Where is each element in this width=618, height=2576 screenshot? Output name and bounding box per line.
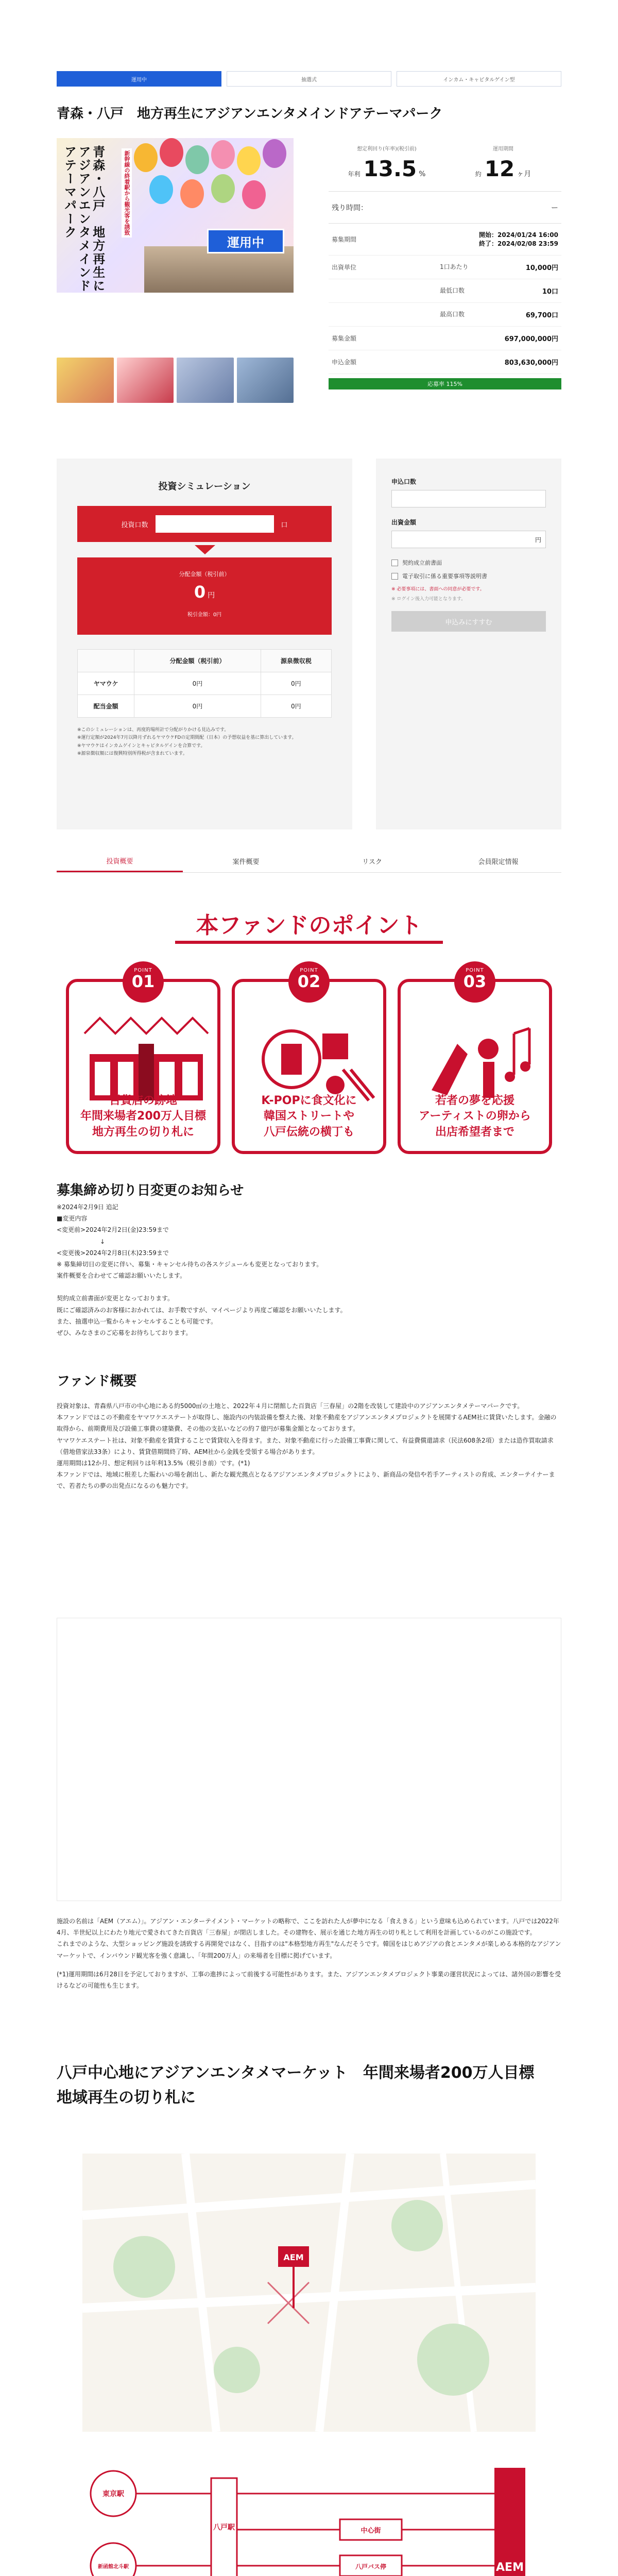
route-origin-hakodate: 新函館北斗駅 xyxy=(98,2564,129,2570)
yield-prefix: 年利 xyxy=(348,171,360,178)
thumbnail[interactable] xyxy=(237,358,294,403)
unit-value: 10,000円 xyxy=(525,264,558,272)
food-culture-icon xyxy=(245,1013,379,1106)
lantern-decoration xyxy=(211,174,235,203)
thumbnail-strip xyxy=(57,358,294,403)
tab-overview[interactable]: 投資概要 xyxy=(57,850,183,872)
min-value: 10口 xyxy=(542,288,558,296)
applied-value: 803,630,000円 xyxy=(504,359,558,367)
point-prefix: POINT xyxy=(134,968,152,973)
overview-paragraph: 投資対象は、青森県八戸市の中心地にある約5000㎡の土地と、2022年４月に閉館した百貨店「三春屋」の2階を改装して建設中のアジアンエンタメテーマパークです。 xyxy=(57,1402,524,1410)
department-store-icon xyxy=(79,1013,213,1106)
tab-risk[interactable]: リスク xyxy=(362,858,382,866)
note-line: ※源泉徴収額には復興特別所得税が含まれています。 xyxy=(77,751,187,756)
term-label: 運用期間 xyxy=(493,146,513,152)
table-cell: ヤマウケ xyxy=(78,672,134,695)
simulation-notes xyxy=(77,726,332,758)
overview-body xyxy=(57,1400,561,1492)
hero-vertical-title: 青森・八戸 地方再生にアジアンエンタメインドアテーマパーク xyxy=(62,145,105,293)
table-cell: 0円 xyxy=(134,672,261,695)
max-value: 69,700口 xyxy=(525,312,558,319)
explanation-checkbox[interactable] xyxy=(391,573,398,580)
thumbnail[interactable] xyxy=(117,358,174,403)
term-prefix: 約 xyxy=(475,171,482,178)
apply-count-label: 申込口数 xyxy=(391,478,417,485)
table-cell: 0円 xyxy=(134,695,261,718)
video-embed[interactable] xyxy=(57,1618,561,1901)
point-card-2 xyxy=(232,968,386,1154)
note-line: ※ヤマウケはインカムゲインとキャピタルゲインを合算です。 xyxy=(77,743,205,749)
thumbnail[interactable] xyxy=(177,358,234,403)
table-header: 源泉徴収税 xyxy=(261,650,331,672)
notice-date: ※2024年2月9日 追記 xyxy=(57,1204,118,1211)
target-row xyxy=(329,327,561,350)
term-unit: ヶ月 xyxy=(517,170,531,178)
explanation-checkbox-row[interactable] xyxy=(391,572,546,580)
simulation-table xyxy=(77,649,332,718)
notice-line: ※ 募集締切日の変更に伴い、募集・キャンセル待ちの各スケジュールも変更となっております。 xyxy=(57,1260,323,1268)
status-tab-income[interactable]: インカム・キャピタルゲイン型 xyxy=(397,71,561,87)
remaining-time xyxy=(329,192,561,224)
result-unit: 円 xyxy=(208,591,215,600)
target-value: 697,000,000円 xyxy=(504,335,558,343)
fund-stats xyxy=(329,138,561,389)
notice-line: ぜひ、みなさまのご応募をお待ちしております。 xyxy=(57,1329,192,1336)
note-line: ※運行定額が2024年7月以降月ずれるヤマウケFDの定期間配（日本）の予想収益を基に算出しています。 xyxy=(77,735,297,741)
status-tab-running[interactable]: 運用中 xyxy=(57,71,221,87)
point-number: 03 xyxy=(463,972,487,991)
unit-row xyxy=(329,256,561,279)
after-tax-value: 0円 xyxy=(213,612,222,618)
min-row xyxy=(329,279,561,303)
min-label: 最低口数 xyxy=(440,287,465,294)
term-value: 12 xyxy=(484,156,515,181)
point-number: 02 xyxy=(297,972,321,991)
explanation-checkbox-label: 電子取引に係る重要事項等説明書 xyxy=(402,573,487,580)
table-row xyxy=(78,695,332,718)
contract-checkbox-row[interactable] xyxy=(391,558,546,567)
investment-simulation xyxy=(57,459,352,829)
point-text: 若者の夢を応援 アーティストの卵から 出店希望者まで xyxy=(419,1094,531,1139)
running-badge: 運用中 xyxy=(207,229,284,253)
section-tabs xyxy=(57,850,561,873)
body-paragraph: これまでのような、大型ショッピング施設を誘致する再開発ではなく、目指すのは"本格型地方再生"なんだそうです。韓国をはじめアジアの食とエンタメが楽しめる本格的なアジアンマーケットで、インバウンド観光客を強く意識し、「年間200万人」の来場者を目標に掲げています。 xyxy=(57,1940,561,1959)
agreement-note: ※ 必要事項には、書面への同意が必要です。 xyxy=(391,587,485,592)
point-card-1 xyxy=(66,968,220,1154)
status-tabs xyxy=(57,71,561,87)
point-text: 百貨店の跡地 年間来場者200万人目標 地方再生の切り札に xyxy=(80,1094,206,1139)
progress-text: 応募率 115% xyxy=(427,381,462,387)
lantern-decoration xyxy=(211,140,235,169)
simulation-input-unit: 口 xyxy=(281,521,288,529)
apply-count-input[interactable] xyxy=(391,490,546,507)
result-label: 分配金額（税引前） xyxy=(179,571,230,578)
simulation-result: 分配金額（税引前） 0 円 税引金額：0円 xyxy=(77,557,332,635)
remaining-value: ー xyxy=(551,204,558,212)
page-title: 青森・八戸 地方再生にアジアンエンタメインドアテーマパーク xyxy=(57,106,443,122)
route-destination: AEM xyxy=(496,2561,524,2574)
notice-line: <変更前>2024年2月2日(金)23:59まで xyxy=(57,1226,169,1234)
period-end: 終了：2024/02/08 23:59 xyxy=(479,240,558,247)
hero-image xyxy=(57,138,294,293)
apply-amount-label: 出資金額 xyxy=(391,519,417,526)
note-line: ※このシミュレーションは、再度的場所計で分配がりかける見込みです。 xyxy=(77,727,229,733)
investment-units-input[interactable] xyxy=(156,515,274,533)
route-diagram xyxy=(82,2458,536,2576)
route-origin-tokyo: 東京駅 xyxy=(102,2490,124,2498)
point-prefix: POINT xyxy=(300,968,318,973)
contract-checkbox[interactable] xyxy=(391,560,398,566)
target-label: 募集金額 xyxy=(332,335,357,342)
tab-project[interactable]: 案件概要 xyxy=(232,858,260,866)
point-badge xyxy=(288,961,330,1003)
unit-label: 出資単位 xyxy=(332,264,357,271)
route-node: 中心街 xyxy=(360,2527,381,2535)
applied-row xyxy=(329,350,561,374)
apply-panel xyxy=(376,459,561,829)
yield-label: 想定利回り(年率)(税引前) xyxy=(357,146,417,152)
table-row xyxy=(78,672,332,695)
notice-line: また、抽選申込一覧からキャンセルすることも可能です。 xyxy=(57,1317,217,1325)
table-cell: 0円 xyxy=(261,695,331,718)
period-start: 開始：2024/01/24 16:00 xyxy=(479,231,558,239)
point-badge xyxy=(454,961,495,1003)
apply-button[interactable]: 申込みにすすむ xyxy=(391,611,546,632)
overview-paragraph: 本ファンドではこの不動産をヤマワケエステートが取得し、施設内の内装設備を整えた後、対象不動産をアジアンエンタメプロジェクトを展開するAEM社に賃貸いたします。金融の取得から、前期費用及び設備工事費の建築費、その他の支払いなどの約７億円が募集金額となっております。 xyxy=(57,1414,557,1433)
point-badge xyxy=(123,961,164,1003)
lantern-decoration xyxy=(263,139,286,168)
after-video-body xyxy=(57,1916,561,1991)
table-cell: 0円 xyxy=(261,672,331,695)
overview-paragraph: 本ファンドでは、地域に根差した賑わいの場を創出し、新たな観光拠点となるアジアンエンタメプロジェクトにより、新商品の発信や若手アーティストの育成、エンターテイナーまで、若者たちの夢の出発点になるのも魅力です。 xyxy=(57,1471,555,1490)
tab-members[interactable]: 会員限定情報 xyxy=(478,858,519,866)
lantern-decoration xyxy=(180,179,204,208)
after-tax-label: 税引金額 xyxy=(187,612,208,618)
hero-vertical-sub: 新幹線の終着駅から観光客を誘致 xyxy=(122,148,132,238)
points-underline xyxy=(175,941,443,944)
notice-line: 案件概要を合わせてご確認お願いいたします。 xyxy=(57,1272,186,1280)
progress-bar xyxy=(329,378,561,389)
notice-body xyxy=(57,1201,561,1338)
point-prefix: POINT xyxy=(466,968,484,973)
point-card-3 xyxy=(398,968,552,1154)
remaining-label: 残り時間： xyxy=(332,204,368,212)
simulation-input-area xyxy=(77,506,332,542)
contract-checkbox-label: 契約成立前書面 xyxy=(402,560,442,566)
notice-title: 募集締め切り日変更のお知らせ xyxy=(57,1183,244,1198)
apply-amount-field: 円 xyxy=(391,531,546,548)
lantern-decoration xyxy=(242,180,266,209)
notice-line: ■変更内容 xyxy=(57,1215,88,1223)
points-title: 本ファンドのポイント xyxy=(196,912,422,939)
table-header: 分配金額（税引前） xyxy=(134,650,261,672)
lantern-decoration xyxy=(160,138,183,167)
result-value: 0 xyxy=(194,582,206,602)
notice-line: 契約成立前書面が変更となっております。 xyxy=(57,1295,174,1302)
point-number: 01 xyxy=(131,972,155,991)
point-text: K-POPに食文化に 韓国ストリートや 八戸伝統の横丁も xyxy=(261,1094,357,1139)
simulation-title: 投資シミュレーション xyxy=(158,481,251,492)
down-arrow-icon xyxy=(195,545,215,554)
lantern-decoration xyxy=(149,175,173,204)
lantern-decoration xyxy=(185,145,209,174)
yield-value: 13.5 xyxy=(363,156,417,181)
body-paragraph: 施設の名前は「AEM（アエム）」。アジアン・エンターテイメント・マーケットの略称で、ここを訪れた人が夢中になる「食えきる」という意味も込められています。八戸では2022年4月、半世紀以上にわたり地元で愛されてきた百貨店「三春屋」が閉店しました。その建物を、展示を通じた地方再生の切り札として利用を計画しているのがこの施設です。 xyxy=(57,1918,559,1937)
body-paragraph: (*1)運用期間は6月28日を予定しておりますが、工事の進捗によって前後する可能性があります。また、アジアンエンタメプロジェクト事業の運営状況によっては、諸外国の影響を受けるなどの可能性も生じます。 xyxy=(57,1970,561,1989)
notice-line xyxy=(57,1281,561,1293)
overview-paragraph: 運用期間は12か月、想定利回りは年利13.5%（税引き前）です。(*1) xyxy=(57,1459,250,1467)
login-note: ※ ログイン後入力可能となります。 xyxy=(391,597,466,602)
points-list xyxy=(66,968,552,1154)
route-node: 八戸バス停 xyxy=(355,2563,387,2570)
artist-icon xyxy=(411,1013,545,1106)
period-row xyxy=(329,224,561,256)
yield-box xyxy=(329,138,445,191)
notice-line: <変更後>2024年2月8日(木)23:59まで xyxy=(57,1249,169,1257)
notice-line: 既にご確認済みのお客様におかれては、お手数ですが、マイページより再度ご確認をお願いいたします。 xyxy=(57,1306,347,1314)
status-tab-lottery[interactable]: 抽選式 xyxy=(227,71,391,87)
table-header xyxy=(78,650,134,672)
simulation-input-label: 投資口数 xyxy=(121,521,148,529)
table-cell: 配当金額 xyxy=(78,695,134,718)
section2-title: 八戸中心地にアジアンエンタメマーケット 年間来場者200万人目標 地域再生の切り札に xyxy=(57,2064,550,2107)
lantern-decoration xyxy=(134,143,158,172)
overview-title: ファンド概要 xyxy=(57,1374,137,1389)
route-node: 八戸駅 xyxy=(213,2523,235,2532)
overview-paragraph: ヤマワケエステート社は、対象不動産を賃貸することで賃貸収入を得ます。また、対象不動産に行った設備工事費に関して、有益費償還請求（民法608条2項）または造作買取請求（借地借家法33条）により、賃貸借期間終了時、AEM社から金銭を受領する場合があります。 xyxy=(57,1436,554,1455)
applied-label: 申込金額 xyxy=(332,359,357,366)
map-aem-label: AEM xyxy=(283,2252,304,2262)
notice-line: ↓ xyxy=(57,1238,106,1245)
area-map xyxy=(82,2154,536,2432)
max-label: 最高口数 xyxy=(440,311,465,318)
max-row xyxy=(329,303,561,327)
thumbnail[interactable] xyxy=(57,358,114,403)
period-label: 募集期間 xyxy=(332,236,357,243)
unit-key: 1口あたり xyxy=(440,263,469,270)
yield-unit: % xyxy=(419,170,426,178)
lantern-decoration xyxy=(237,146,261,175)
term-box xyxy=(445,138,561,191)
